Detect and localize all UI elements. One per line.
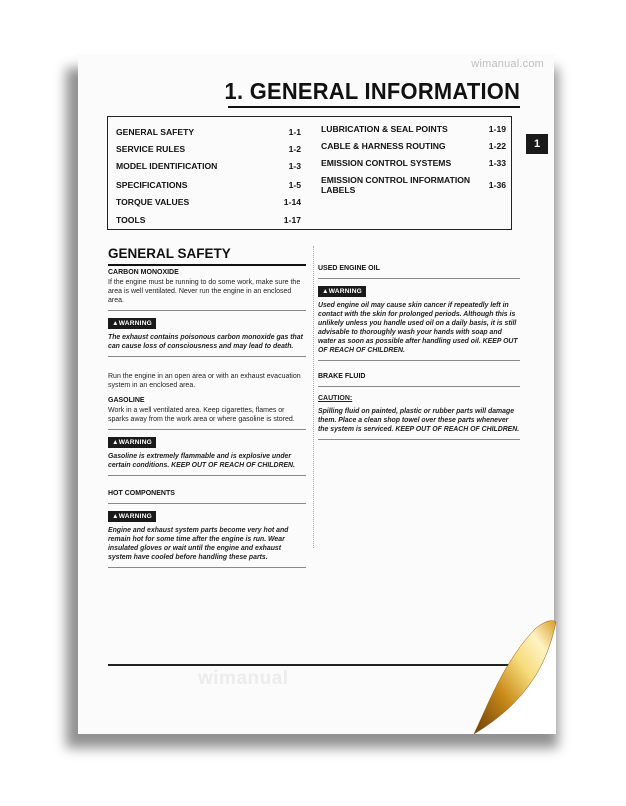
brake-fluid-heading: BRAKE FLUID — [318, 373, 366, 380]
toc-item-service-rules[interactable]: SERVICE RULES 1-2 — [116, 144, 301, 154]
gasoline-text: Work in a well ventilated area. Keep cigarettes, flames or sparks away from the work area or where gasoline is stored. — [108, 407, 295, 423]
used-engine-oil-heading: USED ENGINE OIL — [318, 265, 380, 272]
hot-components-heading: HOT COMPONENTS — [108, 490, 175, 497]
chapter-tab: 1 — [526, 134, 548, 154]
carbon-monoxide-warning: The exhaust contains poisonous carbon monoxide gas that can cause loss of consciousness and may lead to death. — [108, 334, 303, 350]
carbon-monoxide-text: If the engine must be running to do some work, make sure the area is well ventilated. Never run the engine in an enclosed area. — [108, 279, 301, 304]
toc-item-model-identification[interactable]: MODEL IDENTIFICATION 1-3 — [116, 161, 301, 171]
watermark-top: wimanual.com — [471, 58, 544, 70]
gasoline-warning: Gasoline is extremely flammable and is explosive under certain conditions. KEEP OUT OF REACH OF CHILDREN. — [108, 453, 295, 469]
toc-item-general-safety[interactable]: GENERAL SAFETY 1-1 — [116, 127, 301, 137]
toc-item-torque-values[interactable]: TORQUE VALUES 1-14 — [116, 197, 301, 207]
section-title: GENERAL SAFETY — [108, 246, 231, 261]
toc-item-specifications[interactable]: SPECIFICATIONS 1-5 — [116, 180, 301, 190]
carbon-monoxide-heading: CARBON MONOXIDE — [108, 269, 179, 276]
toc-item-tools[interactable]: TOOLS 1-17 — [116, 215, 301, 225]
warning-badge: ▲WARNING — [108, 318, 156, 329]
used-engine-oil-warning: Used engine oil may cause skin cancer if repeatedly left in contact with the skin for prolonged periods. Although this is unlikely unless you handle used oil on a daily basis, it is still advisable to thoroughly wash your hands with soap and water as soon as possible after handling used oil. KEEP OUT OF REACH OF CHILDREN. — [318, 302, 518, 354]
warning-badge: ▲WARNING — [318, 286, 366, 297]
warning-badge: ▲WARNING — [108, 437, 156, 448]
carbon-monoxide-text-2: Run the engine in an open area or with an exhaust evacuation system in an enclosed area. — [108, 373, 301, 389]
caution-label: CAUTION: — [318, 395, 353, 402]
toc-item-lubrication[interactable]: LUBRICATION & SEAL POINTS 1-19 — [321, 124, 506, 134]
watermark-bottom: wimanual — [198, 668, 289, 689]
hot-components-warning: Engine and exhaust system parts become very hot and remain hot for some time after the engine is run. Wear insulated gloves or wait until the engine and exhaust system have cooled before handling these parts. — [108, 527, 289, 561]
page-title: 1. GENERAL INFORMATION — [224, 78, 520, 104]
brake-fluid-caution: Spilling fluid on painted, plastic or rubber parts will damage them. Place a clean shop towel over these parts whenever the system is serviced. KEEP OUT OF REACH OF CHILDREN. — [318, 408, 520, 433]
toc-item-emission-control-systems[interactable]: EMISSION CONTROL SYSTEMS 1-33 — [321, 158, 506, 168]
toc-item-emission-labels[interactable]: EMISSION CONTROL INFORMATION LABELS 1-36 — [321, 175, 506, 195]
warning-badge: ▲WARNING — [108, 511, 156, 522]
gasoline-heading: GASOLINE — [108, 397, 145, 404]
toc-item-cable-harness[interactable]: CABLE & HARNESS ROUTING 1-22 — [321, 141, 506, 151]
